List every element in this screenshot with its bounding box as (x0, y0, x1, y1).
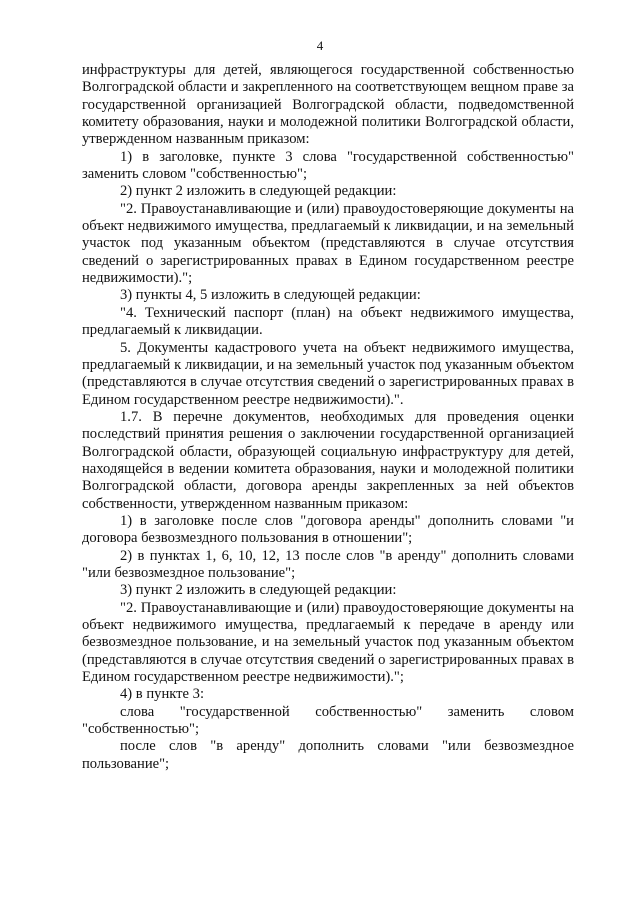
paragraph-item: "2. Правоустанавливающие и (или) правоудостоверяющие документы на объект недвижимого имущества, предлагаемый к ликвидации, и на земельный участок под указанным объектом (представляются в случае отсутствия сведений о зарегистрированных правах в Едином государственном реестре недвижимости)."; (82, 200, 574, 287)
paragraph-item: 5. Документы кадастрового учета на объект недвижимого имущества, предлагаемый к ликвидации, и на земельный участок под указанным объектом (представляются в случае отсутствия сведений о зарегистрированных правах в Едином государственном реестре недвижимости).". (82, 339, 574, 408)
paragraph-item: 1) в заголовке после слов "договора аренды" дополнить словами "и договора безвозмездного пользования в отношении"; (82, 512, 574, 547)
paragraph-section: 1.7. В перечне документов, необходимых для проведения оценки последствий принятия решения о заключении государственной организацией Волгоградской области, образующей социальную инфраструктуру для детей, находящейся в ведении комитета образования, науки и молодежной политики Волгоградской области, договора аренды закрепленных за ней объектов собственности, утвержденном названным приказом: (82, 408, 574, 512)
document-body (82, 62, 574, 773)
paragraph-item: 2) в пунктах 1, 6, 10, 12, 13 после слов "в аренду" дополнить словами "или безвозмездное пользование"; (82, 547, 574, 581)
page-number: 4 (316, 38, 324, 53)
paragraph-item: 2) пункт 2 изложить в следующей редакции: (120, 183, 397, 200)
paragraph-item: 1) в заголовке, пункте 3 слова "государственной собственностью" заменить словом "собственностью"; (82, 148, 574, 183)
paragraph-item: "4. Технический паспорт (план) на объект недвижимого имущества, предлагаемый к ликвидации. (82, 304, 574, 339)
paragraph-item: 3) пункты 4, 5 изложить в следующей редакции: (120, 287, 421, 304)
paragraph-item: слова "государственной собственностью" заменить словом "собственностью"; (82, 703, 574, 738)
paragraph-item: 3) пункт 2 изложить в следующей редакции: (120, 582, 397, 599)
paragraph-item: 4) в пункте 3: (120, 686, 205, 703)
paragraph-item: "2. Правоустанавливающие и (или) правоудостоверяющие документы на объект недвижимого имущества, предлагаемый к передаче в аренду или безвозмездное пользование, и на земельный участок под указанным объектом (представляются в случае отсутствия сведений о зарегистрированных правах в Едином государственном реестре недвижимости)."; (82, 599, 574, 686)
paragraph-intro: инфраструктуры для детей, являющегося государственной собственностью Волгоградской области и закрепленного на соответствующем вещном праве за государственной организацией Волгоградской области, подведомственной комитету образования, науки и молодежной политики Волгоградской области, утвержденном названным приказом: (82, 62, 574, 148)
paragraph-item: после слов "в аренду" дополнить словами "или безвозмездное пользование"; (82, 738, 574, 772)
